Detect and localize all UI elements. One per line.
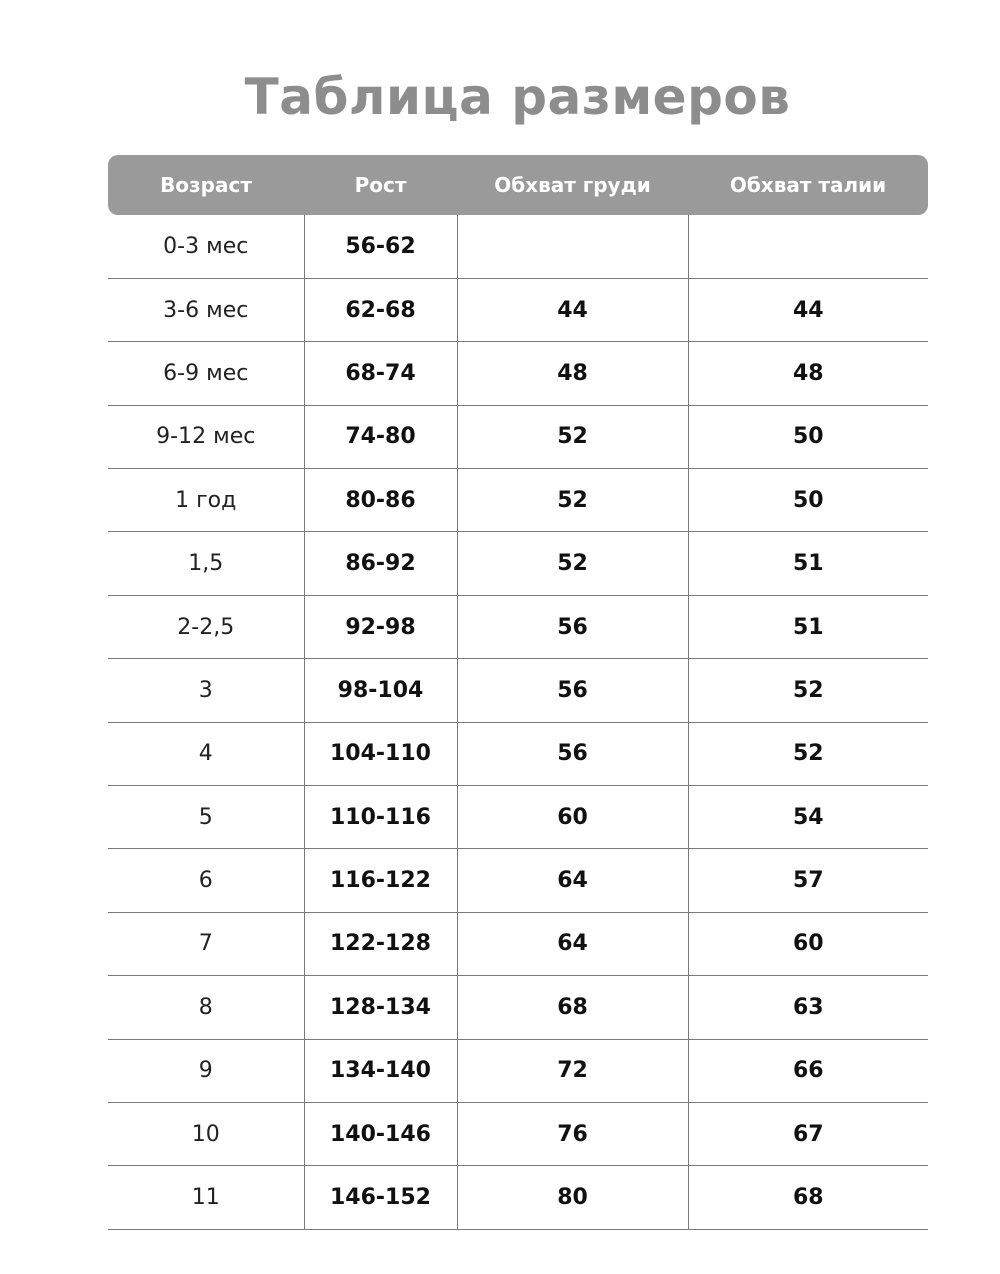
table-row bbox=[108, 405, 928, 468]
chest-cell: 64 bbox=[457, 849, 688, 912]
table-row bbox=[108, 342, 928, 405]
age-cell: 3-6 мес bbox=[108, 278, 304, 341]
header-chest: Обхват груди bbox=[457, 155, 688, 215]
table-row bbox=[108, 278, 928, 341]
waist-cell: 52 bbox=[688, 722, 928, 785]
age-cell: 1 год bbox=[108, 469, 304, 532]
height-cell: 86-92 bbox=[304, 532, 457, 595]
chest-cell: 44 bbox=[457, 278, 688, 341]
height-cell: 74-80 bbox=[304, 405, 457, 468]
height-cell: 56-62 bbox=[304, 215, 457, 278]
header-row bbox=[108, 155, 928, 215]
waist-cell: 54 bbox=[688, 786, 928, 849]
table-row bbox=[108, 1102, 928, 1165]
table-row bbox=[108, 1166, 928, 1229]
chest-cell: 60 bbox=[457, 786, 688, 849]
chest-cell: 52 bbox=[457, 469, 688, 532]
chest-cell: 48 bbox=[457, 342, 688, 405]
waist-cell: 63 bbox=[688, 976, 928, 1039]
waist-cell: 44 bbox=[688, 278, 928, 341]
chest-cell: 64 bbox=[457, 912, 688, 975]
waist-cell: 48 bbox=[688, 342, 928, 405]
age-cell: 6-9 мес bbox=[108, 342, 304, 405]
height-cell: 116-122 bbox=[304, 849, 457, 912]
age-cell: 5 bbox=[108, 786, 304, 849]
waist-cell: 50 bbox=[688, 469, 928, 532]
waist-cell: 51 bbox=[688, 532, 928, 595]
table-row bbox=[108, 722, 928, 785]
table-row bbox=[108, 532, 928, 595]
height-cell: 80-86 bbox=[304, 469, 457, 532]
age-cell: 9-12 мес bbox=[108, 405, 304, 468]
age-cell: 7 bbox=[108, 912, 304, 975]
height-cell: 62-68 bbox=[304, 278, 457, 341]
header-age: Возраст bbox=[108, 155, 304, 215]
height-cell: 104-110 bbox=[304, 722, 457, 785]
header-height: Рост bbox=[304, 155, 457, 215]
waist-cell bbox=[688, 215, 928, 278]
height-cell: 68-74 bbox=[304, 342, 457, 405]
page-title: Таблица размеров bbox=[244, 68, 791, 126]
waist-cell: 66 bbox=[688, 1039, 928, 1102]
size-table-body bbox=[108, 215, 928, 1229]
waist-cell: 67 bbox=[688, 1102, 928, 1165]
waist-cell: 57 bbox=[688, 849, 928, 912]
header-waist: Обхват талии bbox=[688, 155, 928, 215]
chest-cell: 52 bbox=[457, 405, 688, 468]
chest-cell: 68 bbox=[457, 976, 688, 1039]
height-cell: 128-134 bbox=[304, 976, 457, 1039]
table-row bbox=[108, 469, 928, 532]
age-cell: 9 bbox=[108, 1039, 304, 1102]
age-cell: 4 bbox=[108, 722, 304, 785]
waist-cell: 51 bbox=[688, 595, 928, 658]
waist-cell: 60 bbox=[688, 912, 928, 975]
chest-cell: 72 bbox=[457, 1039, 688, 1102]
waist-cell: 52 bbox=[688, 659, 928, 722]
age-cell: 0-3 мес bbox=[108, 215, 304, 278]
table-row bbox=[108, 849, 928, 912]
chest-cell: 56 bbox=[457, 595, 688, 658]
table-row bbox=[108, 786, 928, 849]
chest-cell: 80 bbox=[457, 1166, 688, 1229]
size-table-header bbox=[108, 155, 928, 215]
age-cell: 3 bbox=[108, 659, 304, 722]
age-cell: 2-2,5 bbox=[108, 595, 304, 658]
age-cell: 1,5 bbox=[108, 532, 304, 595]
age-cell: 8 bbox=[108, 976, 304, 1039]
table-row bbox=[108, 1039, 928, 1102]
waist-cell: 68 bbox=[688, 1166, 928, 1229]
table-row bbox=[108, 595, 928, 658]
chest-cell: 76 bbox=[457, 1102, 688, 1165]
chest-cell: 56 bbox=[457, 659, 688, 722]
chest-cell bbox=[457, 215, 688, 278]
height-cell: 146-152 bbox=[304, 1166, 457, 1229]
height-cell: 92-98 bbox=[304, 595, 457, 658]
table-row bbox=[108, 659, 928, 722]
size-table bbox=[108, 155, 928, 1230]
height-cell: 134-140 bbox=[304, 1039, 457, 1102]
table-row bbox=[108, 912, 928, 975]
table-row bbox=[108, 976, 928, 1039]
waist-cell: 50 bbox=[688, 405, 928, 468]
chest-cell: 52 bbox=[457, 532, 688, 595]
height-cell: 110-116 bbox=[304, 786, 457, 849]
table-row bbox=[108, 215, 928, 278]
age-cell: 10 bbox=[108, 1102, 304, 1165]
height-cell: 98-104 bbox=[304, 659, 457, 722]
age-cell: 11 bbox=[108, 1166, 304, 1229]
age-cell: 6 bbox=[108, 849, 304, 912]
height-cell: 122-128 bbox=[304, 912, 457, 975]
height-cell: 140-146 bbox=[304, 1102, 457, 1165]
chest-cell: 56 bbox=[457, 722, 688, 785]
